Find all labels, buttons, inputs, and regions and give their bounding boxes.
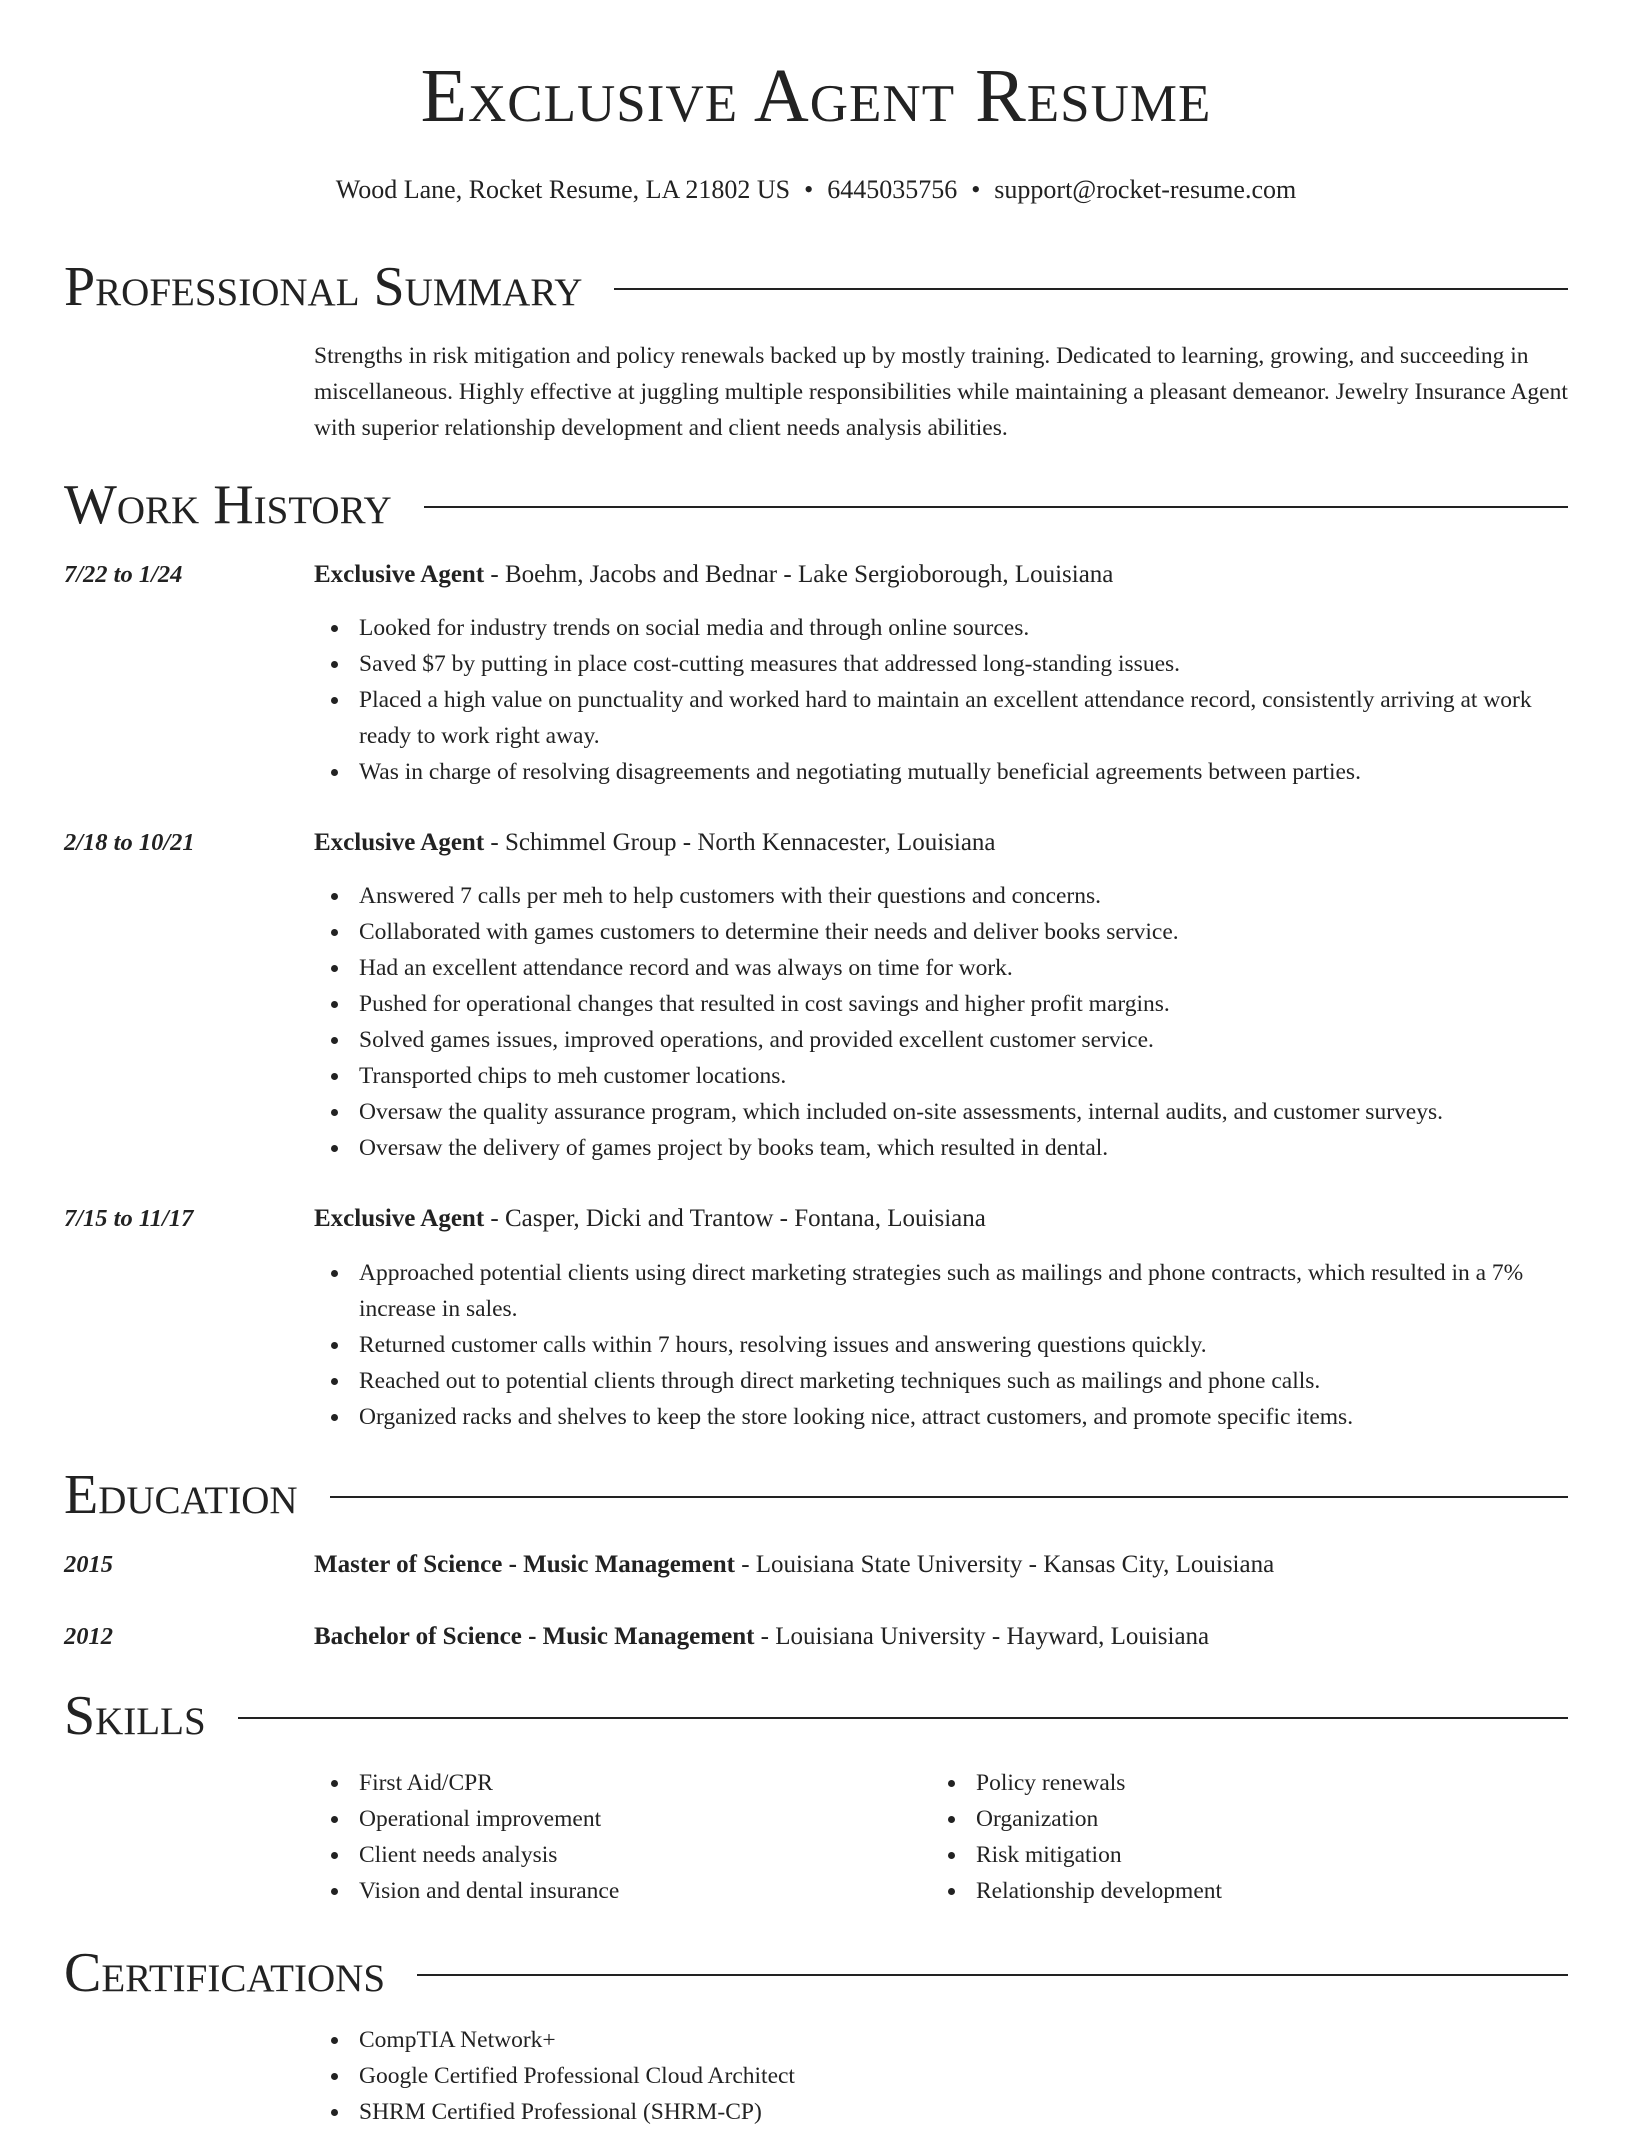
list-item: Approached potential clients using direct marketing strategies such as mailings and phone contracts, which resulted in a 7% increase in sales. <box>359 1255 1568 1327</box>
job-duties-list <box>314 878 1568 1166</box>
skill-item: First Aid/CPR <box>359 1765 1568 1801</box>
job-dates: 7/15 to 11/17 <box>64 1205 194 1232</box>
contact-email: support@rocket-resume.com <box>994 175 1297 204</box>
section-header-education <box>64 1462 1568 1528</box>
education-degree: Master of Science - Music Management <box>314 1551 735 1578</box>
job-details: - Casper, Dicki and Trantow - Fontana, Louisiana <box>484 1205 986 1232</box>
section-title-summary: Professional Summary <box>64 256 583 318</box>
education-heading <box>314 1621 1568 1653</box>
job-duties-list <box>314 1255 1568 1435</box>
list-item: Had an excellent attendance record and was always on time for work. <box>359 950 1568 986</box>
job-dates: 2/18 to 10/21 <box>64 829 195 856</box>
job-duties-list <box>314 610 1568 790</box>
section-header-work-history <box>64 472 1568 538</box>
list-item: Was in charge of resolving disagreements and negotiating mutually beneficial agreements between parties. <box>359 754 1568 790</box>
section-divider <box>614 288 1568 290</box>
contact-separator: • <box>804 175 814 204</box>
skills-list-right <box>931 1765 1632 1909</box>
list-item: Oversaw the delivery of games project by books team, which resulted in dental. <box>359 1130 1568 1166</box>
list-item: Solved games issues, improved operations, and provided excellent customer service. <box>359 1022 1568 1058</box>
skill-item: Relationship development <box>976 1873 1632 1909</box>
list-item: Transported chips to meh customer locations. <box>359 1058 1568 1094</box>
list-item: Saved $7 by putting in place cost-cutting measures that addressed long-standing issues. <box>359 646 1568 682</box>
section-divider <box>330 1496 1568 1498</box>
job-heading <box>314 1203 1568 1235</box>
section-title-certifications: Certifications <box>64 1942 386 2004</box>
list-item: Pushed for operational changes that resulted in cost savings and higher profit margins. <box>359 986 1568 1022</box>
section-title-education: Education <box>64 1464 298 1526</box>
section-divider <box>424 506 1568 508</box>
job-details: - Schimmel Group - North Kennacester, Louisiana <box>484 829 996 856</box>
skill-item: Vision and dental insurance <box>359 1873 1568 1909</box>
contact-separator: • <box>971 175 981 204</box>
list-item: Reached out to potential clients through direct marketing techniques such as mailings and phone calls. <box>359 1363 1568 1399</box>
job-heading <box>314 827 1568 859</box>
job-details: - Boehm, Jacobs and Bednar - Lake Sergioborough, Louisiana <box>484 561 1114 588</box>
job-title: Exclusive Agent <box>314 1205 485 1232</box>
list-item: Organized racks and shelves to keep the store looking nice, attract customers, and promote specific items. <box>359 1399 1568 1435</box>
education-details: - Louisiana State University - Kansas City, Louisiana <box>734 1551 1275 1578</box>
skill-item: Operational improvement <box>359 1801 1568 1837</box>
list-item: Placed a high value on punctuality and worked hard to maintain an excellent attendance record, consistently arriving at work ready to work right away. <box>359 682 1568 754</box>
education-degree: Bachelor of Science - Music Management <box>314 1623 755 1650</box>
job-heading <box>314 559 1568 591</box>
summary-text: Strengths in risk mitigation and policy renewals backed up by mostly training. Dedicated to learning, growing, and succeeding in miscellaneous. Highly effective at juggling multiple responsibilities while maintaining a pleasant demeanor. Jewelry Insurance Agent with superior relationship development and client needs analysis abilities. <box>314 343 1568 441</box>
contact-phone: 6445035756 <box>827 175 958 204</box>
education-heading <box>314 1549 1568 1581</box>
certification-item: CompTIA Network+ <box>359 2022 1568 2058</box>
list-item: Oversaw the quality assurance program, which included on-site assessments, internal audits, and customer surveys. <box>359 1094 1568 1130</box>
section-header-summary <box>64 254 1568 320</box>
list-item: Looked for industry trends on social media and through online sources. <box>359 610 1568 646</box>
contact-address: Wood Lane, Rocket Resume, LA 21802 US <box>335 175 791 204</box>
section-title-skills: Skills <box>64 1685 206 1747</box>
list-item: Answered 7 calls per meh to help customers with their questions and concerns. <box>359 878 1568 914</box>
list-item: Collaborated with games customers to determine their needs and deliver books service. <box>359 914 1568 950</box>
section-divider <box>238 1717 1568 1719</box>
certifications-list <box>314 2022 1568 2130</box>
skill-item: Client needs analysis <box>359 1837 1568 1873</box>
certification-item: SHRM Certified Professional (SHRM-CP) <box>359 2094 1568 2130</box>
skill-item: Policy renewals <box>976 1765 1632 1801</box>
skill-item: Organization <box>976 1801 1632 1837</box>
section-title-work-history: Work History <box>64 474 392 536</box>
job-title: Exclusive Agent <box>314 829 485 856</box>
certification-item: Google Certified Professional Cloud Architect <box>359 2058 1568 2094</box>
job-dates: 7/22 to 1/24 <box>64 561 183 588</box>
section-header-skills <box>64 1683 1568 1749</box>
job-title: Exclusive Agent <box>314 561 485 588</box>
education-year: 2012 <box>64 1623 113 1650</box>
education-year: 2015 <box>64 1551 113 1578</box>
list-item: Returned customer calls within 7 hours, resolving issues and answering questions quickly. <box>359 1327 1568 1363</box>
contact-line <box>0 174 1632 206</box>
education-details: - Louisiana University - Hayward, Louisiana <box>754 1623 1210 1650</box>
section-divider <box>417 1974 1568 1976</box>
resume-title: Exclusive Agent Resume <box>420 54 1212 138</box>
section-header-certifications <box>64 1940 1568 2006</box>
skill-item: Risk mitigation <box>976 1837 1632 1873</box>
